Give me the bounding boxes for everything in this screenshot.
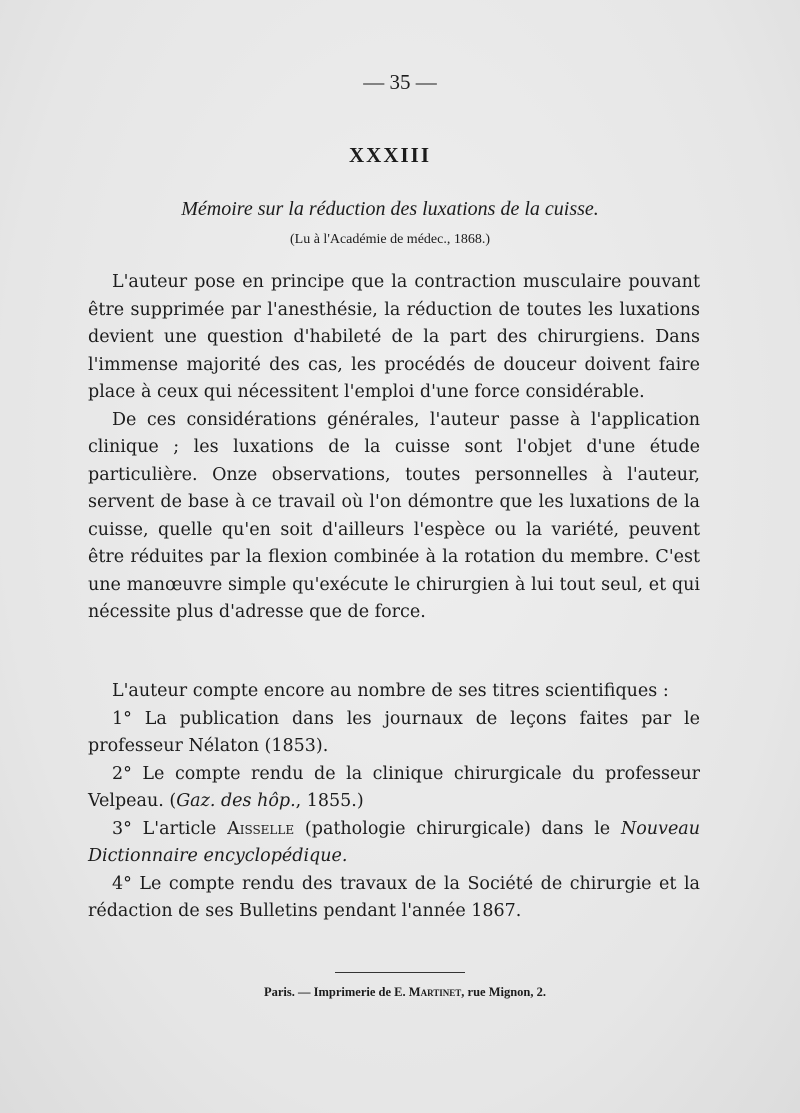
page-number: — 35 — xyxy=(363,70,437,94)
title-item-1: 1° La publication dans les journaux de leçons faites par le professeur Nélaton (1853). xyxy=(88,708,700,756)
paragraph: L'auteur pose en principe que la contraction musculaire pouvant être supprimée par l'anesthésie, la réduction de toutes les luxations devient une question d'habileté de la part des chirurgiens. Dans l'immense majorité des cas, les procédés de douceur doivent faire place à ceux qui nécessitent l'emploi d'une force considérable. xyxy=(88,272,700,402)
footer-rule xyxy=(335,972,465,973)
title-item-3: 3° L'article Aisselle (pathologie chirurgicale) dans le Nouveau Dictionnaire encyclopédique. xyxy=(88,818,701,866)
memoir-subtitle: (Lu à l'Académie de médec., 1868.) xyxy=(290,232,490,247)
memoir-summary xyxy=(88,269,700,627)
titles-intro: L'auteur compte encore au nombre de ses titres scientifiques : xyxy=(112,681,669,701)
section-heading: XXXIII xyxy=(348,143,431,167)
printer-footer: Paris. — Imprimerie de E. Martinet, rue Mignon, 2. xyxy=(264,985,546,999)
memoir-title: Mémoire sur la réduction des luxations de la cuisse. xyxy=(181,198,599,220)
title-item-2: 2° Le compte rendu de la clinique chirurgicale du professeur Velpeau. (Gaz. des hôp., 1855.) xyxy=(88,763,700,811)
scientific-titles xyxy=(88,678,700,926)
paragraph: De ces considérations générales, l'auteur passe à l'application clinique ; les luxations de la cuisse sont l'objet d'une étude particulière. Onze observations, toutes personnelles à l'auteur, servent de base à ce travail où l'on démontre que les luxations de la cuisse, quelle qu'en soit d'ailleurs l'espèce ou la variété, peuvent être réduites par la flexion combinée à la rotation du membre. C'est une manœuvre simple qu'exécute le chirurgien à lui tout seul, et qui nécessite plus d'adresse que de force. xyxy=(88,409,700,622)
title-item-4: 4° Le compte rendu des travaux de la Société de chirurgie et la rédaction de ses Bulletins pendant l'année 1867. xyxy=(88,873,700,921)
